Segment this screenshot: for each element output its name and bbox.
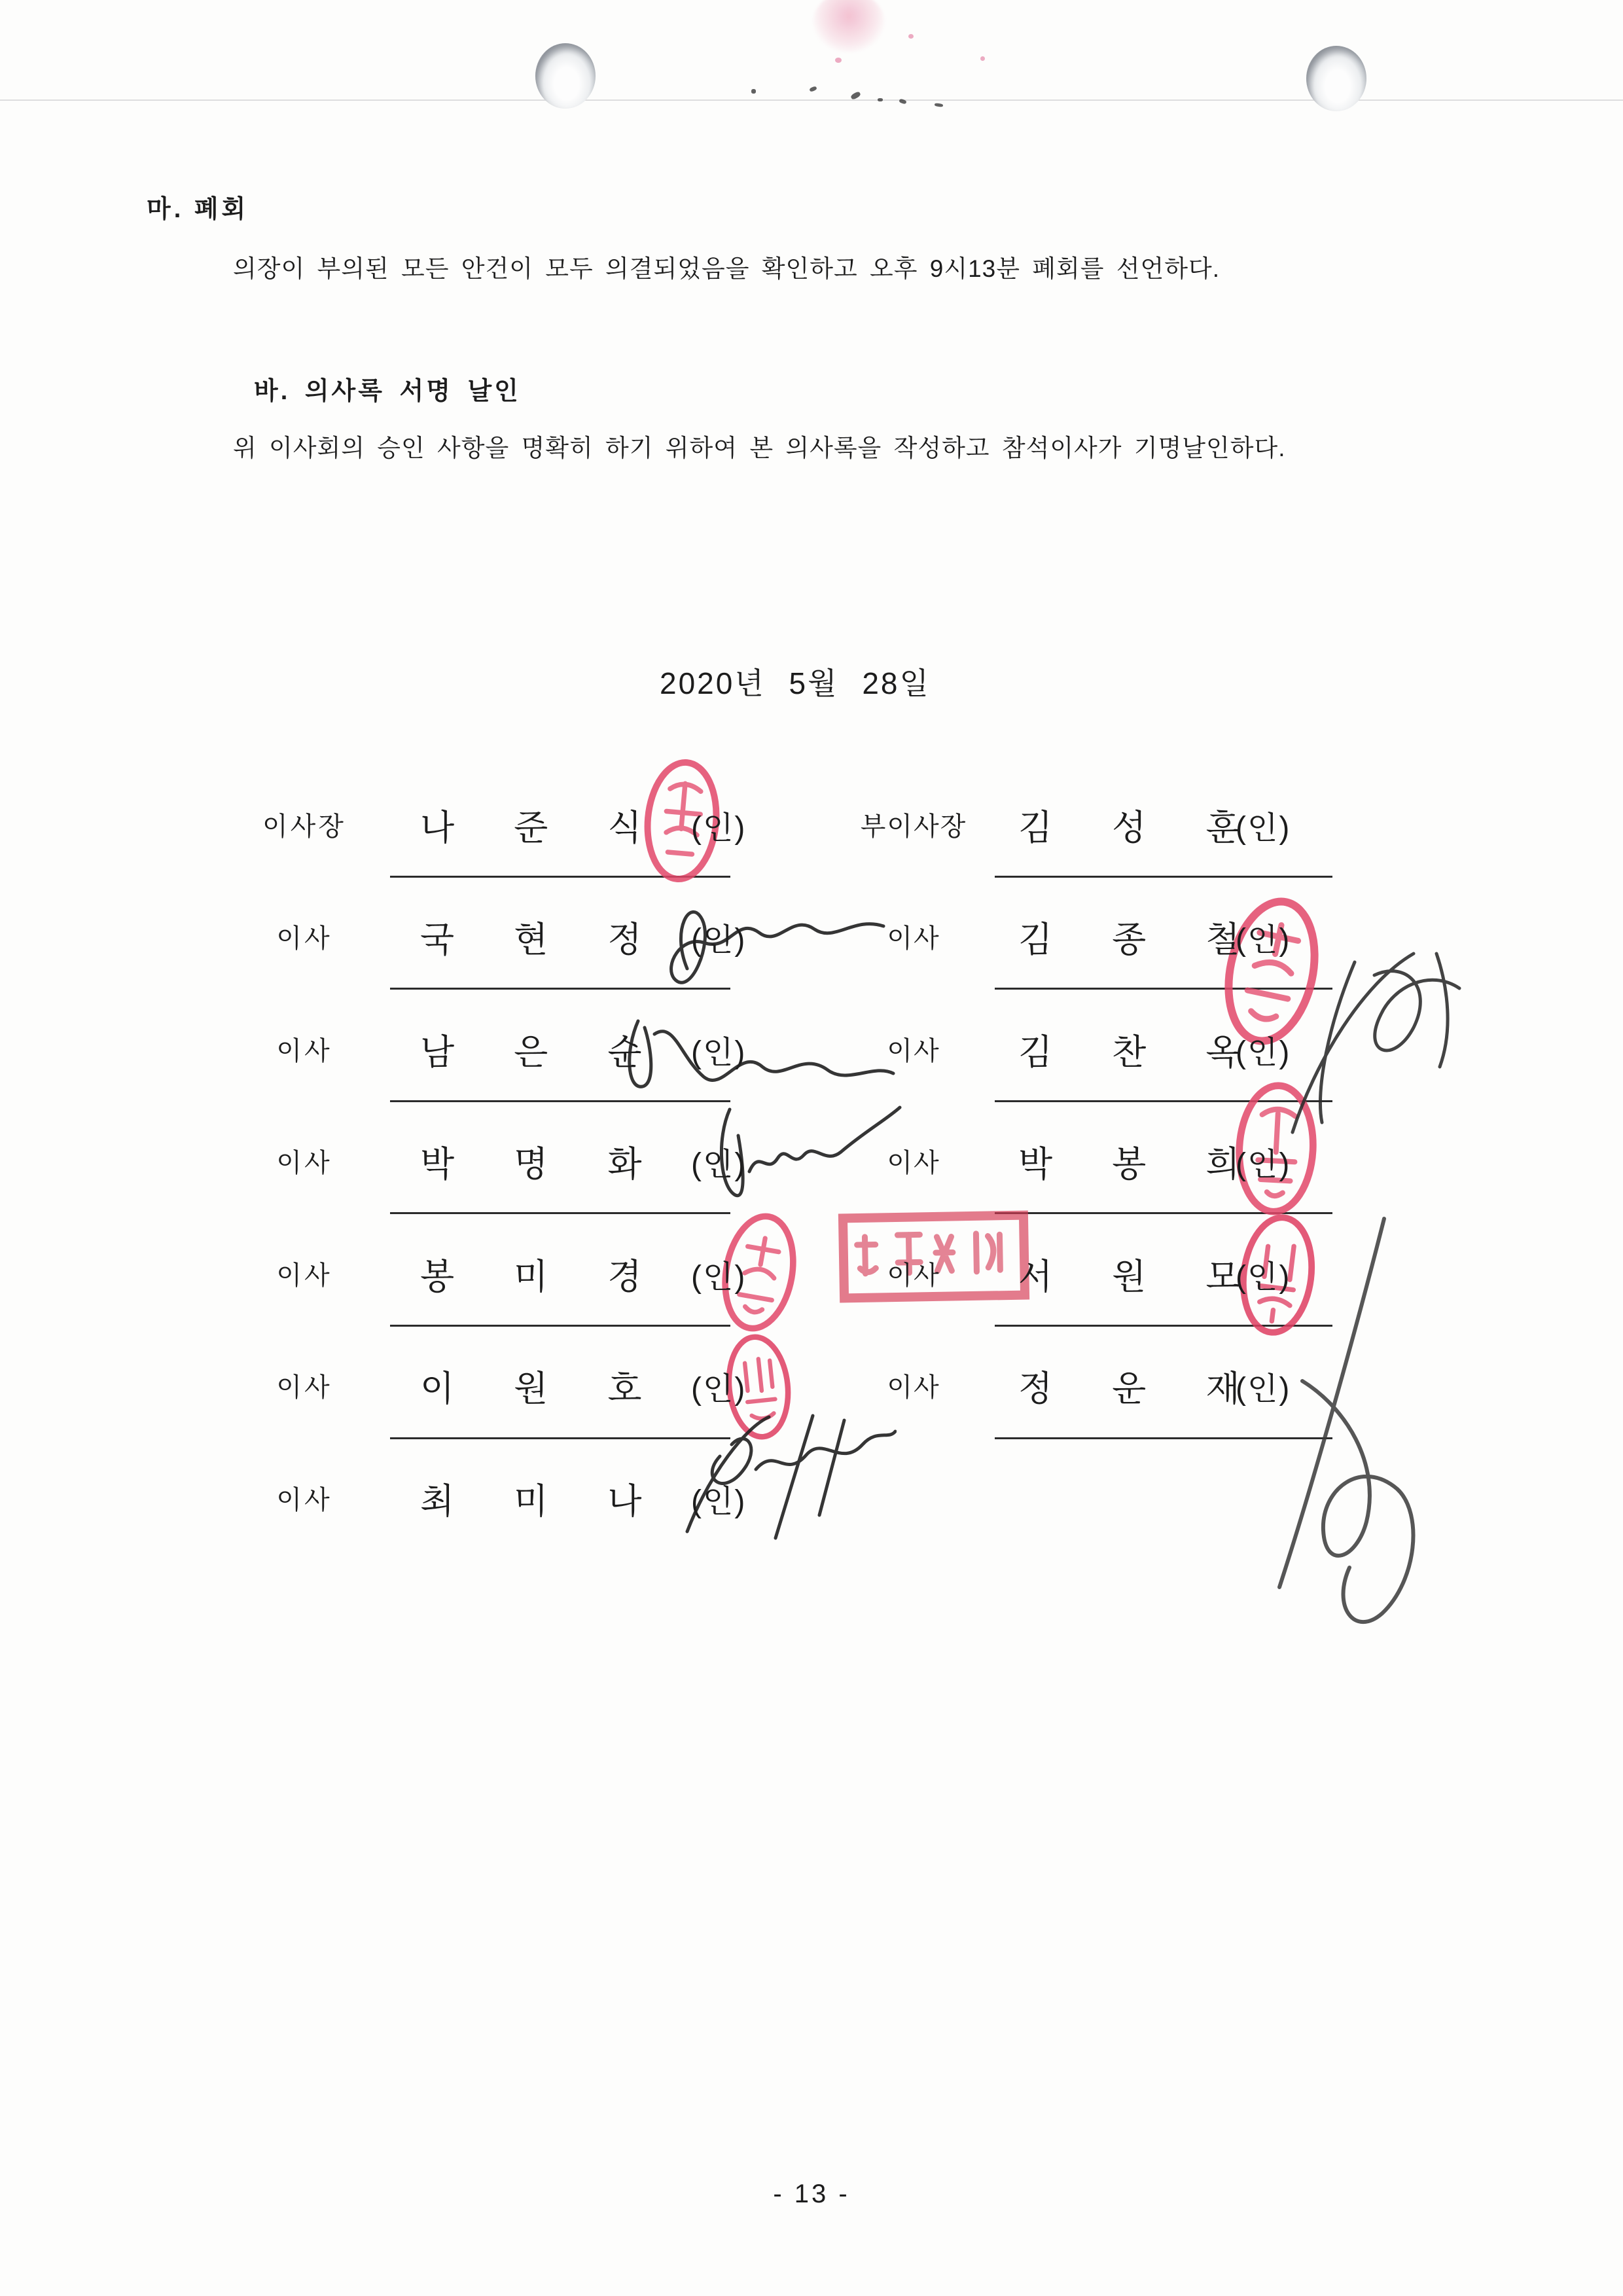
row-role: 이사: [276, 924, 332, 953]
row-role: 이사: [887, 1261, 940, 1290]
row-role: 이사: [887, 1037, 940, 1066]
handwritten-signature: [1263, 1211, 1440, 1640]
row-name: 김 성 훈: [1018, 808, 1251, 848]
seal-mark: (인): [1236, 1035, 1291, 1070]
stamp-bleed-smudge: [813, 0, 885, 52]
row-role: 이사: [276, 1037, 332, 1066]
row-role: 이사: [276, 1261, 332, 1290]
seal-mark: (인): [691, 923, 747, 958]
row-role: 부이사장: [860, 812, 967, 841]
section-ba-body: 위 이사회의 승인 사항을 명확히 하기 위하여 본 의사록을 작성하고 참석이사가 기명날인하다.: [233, 435, 1286, 461]
row-role: 이사: [887, 1149, 940, 1177]
row-name: 국 현 정: [420, 920, 652, 960]
handwritten-signature: [651, 890, 893, 1014]
meeting-date: 2020년 5월 28일: [660, 666, 931, 700]
ink-speck: [878, 98, 883, 101]
row-name: 김 종 철: [1018, 920, 1251, 960]
ink-speck: [935, 103, 944, 107]
signature-line: [390, 1325, 730, 1327]
row-role: 이사: [276, 1149, 332, 1177]
handwritten-signature: [641, 1410, 897, 1545]
seal-mark: (인): [691, 1035, 747, 1070]
page-number: - 13 -: [773, 2179, 850, 2208]
row-name: 정 운 재: [1018, 1369, 1251, 1408]
section-ma-body: 의장이 부의된 모든 안건이 모두 의결되었음을 확인하고 오후 9시13분 폐회를 선언하다.: [233, 255, 1221, 282]
seal-mark: (인): [1236, 1372, 1291, 1407]
pink-speck: [835, 58, 842, 63]
seal-mark: (인): [691, 811, 747, 846]
row-name: 최 미 나: [420, 1482, 652, 1521]
row-role: 이사: [887, 924, 940, 953]
seal-mark: (인): [1236, 1260, 1291, 1295]
row-name: 박 명 화: [420, 1145, 652, 1184]
section-ma-heading: 마. 폐회: [147, 196, 249, 223]
row-name: 남 은 순: [420, 1033, 652, 1072]
signature-line: [995, 876, 1332, 878]
seal-mark: (인): [1236, 923, 1291, 958]
punch-hole-artifact: [1306, 46, 1366, 111]
row-role: 이사: [276, 1486, 332, 1515]
ink-speck: [751, 89, 756, 94]
seal-mark: (인): [691, 1260, 747, 1295]
seal-mark: (인): [1236, 1147, 1291, 1182]
row-role: 이사: [276, 1373, 332, 1402]
pink-speck: [980, 56, 985, 61]
seal-mark: (인): [1236, 811, 1291, 846]
row-name: 서 원 모: [1018, 1257, 1251, 1297]
row-role: 이사장: [262, 812, 346, 841]
handwritten-signature: [694, 1100, 903, 1214]
row-name: 봉 미 경: [420, 1257, 652, 1297]
pink-speck: [908, 34, 914, 39]
row-role: 이사: [887, 1373, 940, 1402]
section-ba-heading: 바. 의사록 서명 날인: [254, 378, 521, 405]
punch-hole-artifact: [535, 43, 596, 109]
seal-mark: (인): [691, 1372, 747, 1407]
scan-line-artifact: [0, 99, 1623, 101]
row-name: 나 준 식: [420, 808, 652, 848]
row-name: 이 원 호: [420, 1369, 652, 1408]
ink-speck: [809, 86, 817, 92]
row-name: 김 찬 옥: [1018, 1033, 1251, 1072]
signature-line: [390, 1212, 730, 1214]
seal-mark: (인): [691, 1484, 747, 1519]
row-name: 박 봉 희: [1018, 1145, 1251, 1184]
seal-mark: (인): [691, 1147, 747, 1182]
handwritten-signature: [1214, 946, 1469, 1139]
